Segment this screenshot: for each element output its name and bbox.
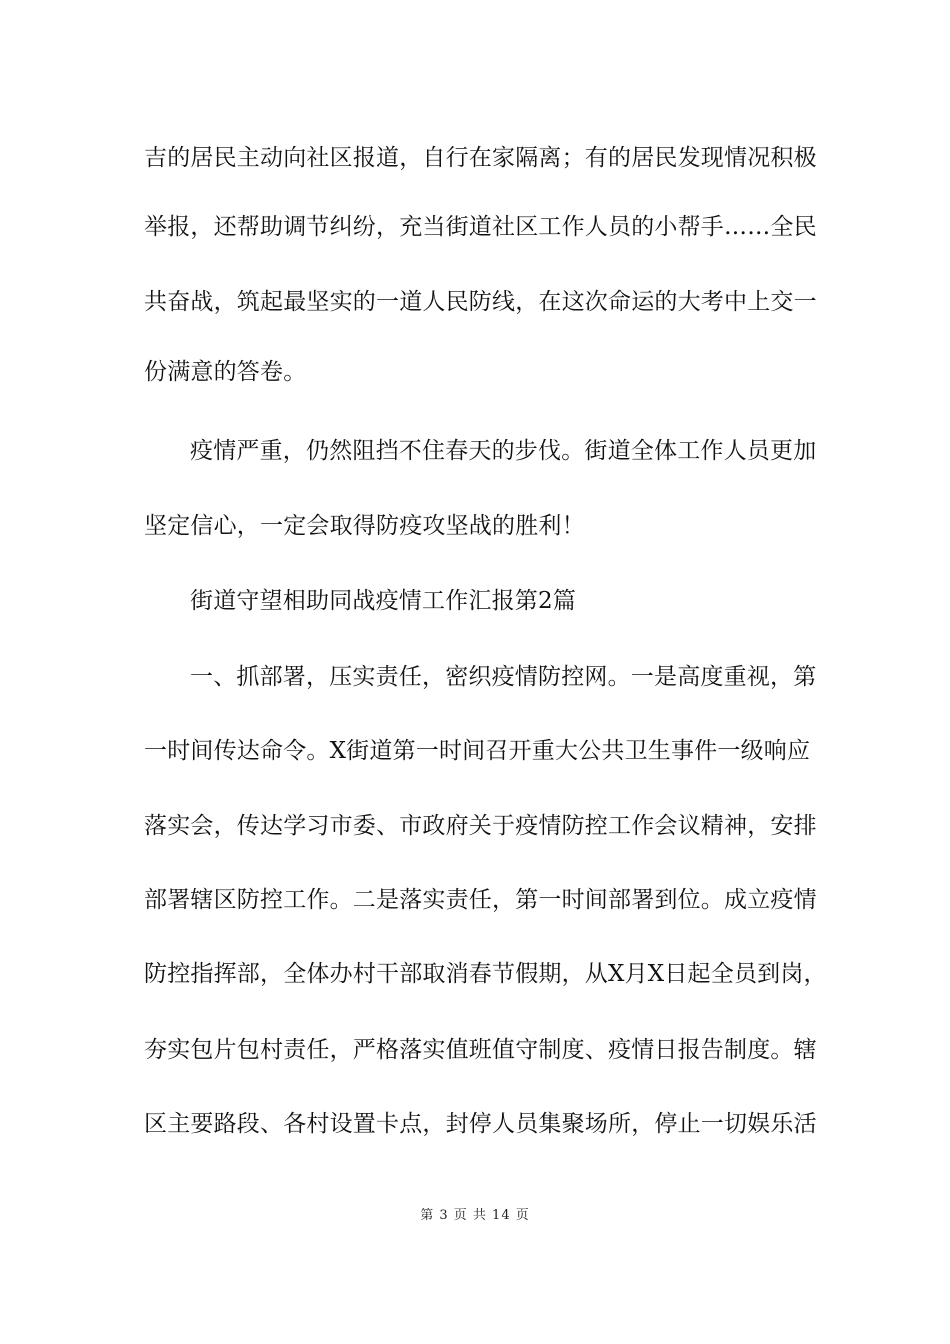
body-text-line: 举报，还帮助调节纠纷，充当街道社区工作人员的小帮手……全民 bbox=[144, 214, 817, 240]
body-text-line: 坚定信心，一定会取得防疫攻坚战的胜利！ bbox=[144, 513, 585, 539]
body-text-line: 区主要路段、各村设置卡点，封停人员集聚场所，停止一切娱乐活 bbox=[144, 1111, 817, 1137]
body-text-line: 共奋战，筑起最坚实的一道人民防线，在这次命运的大考中上交一 bbox=[144, 289, 817, 315]
body-text-line: 夯实包片包村责任，严格落实值班值守制度、疫情日报告制度。辖 bbox=[144, 1037, 817, 1063]
page-number-footer: 第 3 页 共 14 页 bbox=[420, 1208, 530, 1223]
body-text-line: 份满意的答卷。 bbox=[144, 359, 307, 385]
body-text-line: 防控指挥部，全体办村干部取消春节假期，从X月X日起全员到岗， bbox=[144, 961, 827, 987]
body-text-line: 部署辖区防控工作。二是落实责任，第一时间部署到位。成立疫情 bbox=[144, 887, 817, 913]
paragraph-start-line: 一、抓部署，压实责任，密织疫情防控网。一是高度重视，第 bbox=[190, 664, 817, 690]
section-heading: 街道守望相助同战疫情工作汇报第2篇 bbox=[190, 588, 577, 614]
body-text-line: 吉的居民主动向社区报道，自行在家隔离；有的居民发现情况积极 bbox=[144, 145, 817, 171]
body-text-line: 落实会，传达学习市委、市政府关于疫情防控工作会议精神，安排 bbox=[144, 813, 817, 839]
paragraph-start-line: 疫情严重，仍然阻挡不住春天的步伐。街道全体工作人员更加 bbox=[190, 438, 817, 464]
body-text-line: 一时间传达命令。X街道第一时间召开重大公共卫生事件一级响应 bbox=[144, 738, 811, 764]
